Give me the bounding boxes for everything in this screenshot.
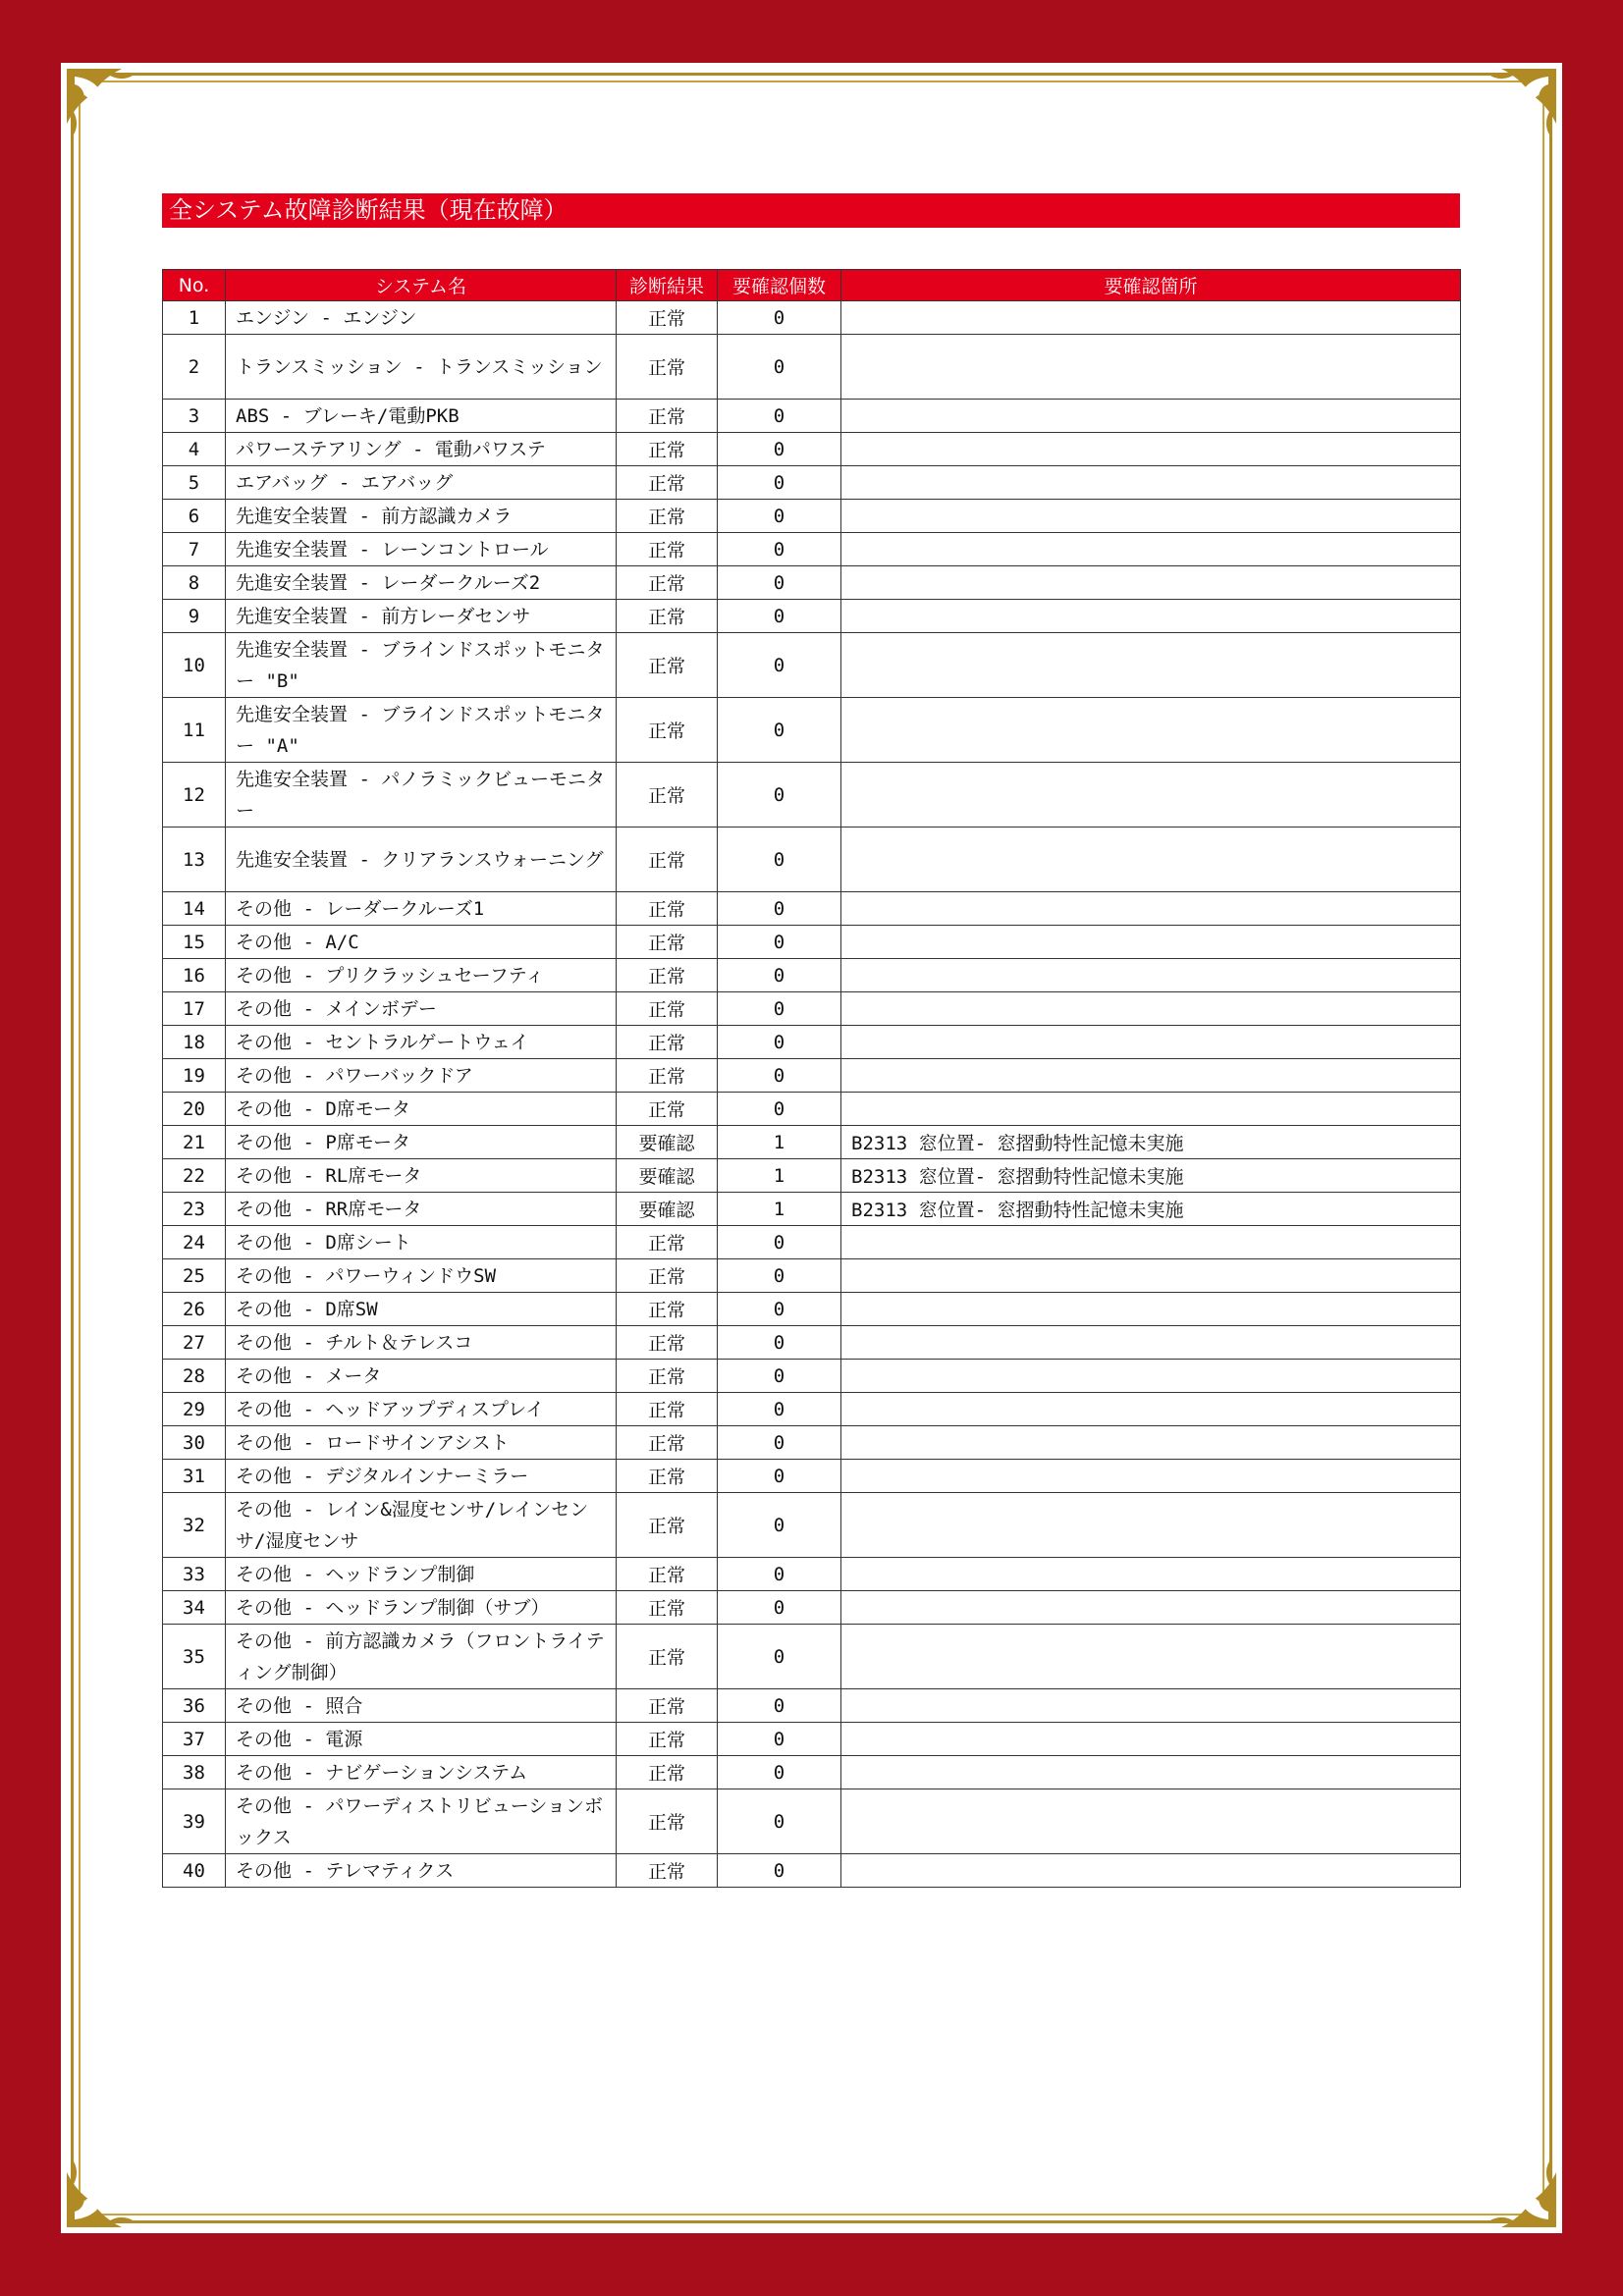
cell-result: 要確認 — [617, 1159, 718, 1193]
diagnosis-table — [162, 269, 1461, 1888]
table-row — [163, 1426, 1461, 1460]
cell-count: 0 — [718, 959, 841, 992]
cell-count: 0 — [718, 1756, 841, 1789]
cell-count: 0 — [718, 698, 841, 763]
cell-system-name: その他 - ヘッドランプ制御（サブ） — [226, 1591, 617, 1625]
cell-system-name: 先進安全装置 - クリアランスウォーニング — [226, 828, 617, 892]
cell-count: 0 — [718, 335, 841, 400]
cell-system-name: その他 - D席シート — [226, 1226, 617, 1259]
cell-location — [841, 828, 1461, 892]
cell-count: 0 — [718, 433, 841, 466]
cell-system-name: その他 - パワーウィンドウSW — [226, 1259, 617, 1293]
cell-count: 0 — [718, 1723, 841, 1756]
cell-count: 1 — [718, 1193, 841, 1226]
cell-result: 正常 — [617, 959, 718, 992]
cell-no: 18 — [163, 1026, 226, 1059]
cell-location — [841, 1460, 1461, 1493]
cell-no: 24 — [163, 1226, 226, 1259]
table-row — [163, 1326, 1461, 1360]
cell-count: 0 — [718, 1854, 841, 1888]
cell-system-name: その他 - ロードサインアシスト — [226, 1426, 617, 1460]
table-row — [163, 466, 1461, 500]
table-row — [163, 1558, 1461, 1591]
cell-no: 35 — [163, 1625, 226, 1689]
cell-location: B2313 窓位置- 窓摺動特性記憶未実施 — [841, 1126, 1461, 1159]
ornament-corner-icon — [63, 2133, 161, 2231]
cell-no: 22 — [163, 1159, 226, 1193]
cell-result: 正常 — [617, 1226, 718, 1259]
report-title: 全システム故障診断結果（現在故障） — [162, 193, 1460, 228]
cell-no: 31 — [163, 1460, 226, 1493]
cell-location — [841, 1393, 1461, 1426]
cell-count: 0 — [718, 1689, 841, 1723]
table-row — [163, 1854, 1461, 1888]
cell-count: 0 — [718, 1426, 841, 1460]
cell-count: 1 — [718, 1159, 841, 1193]
header-count: 要確認個数 — [718, 270, 841, 301]
cell-no: 37 — [163, 1723, 226, 1756]
cell-location — [841, 400, 1461, 433]
cell-system-name: その他 - プリクラッシュセーフティ — [226, 959, 617, 992]
cell-location — [841, 1226, 1461, 1259]
cell-system-name: その他 - レーダークルーズ1 — [226, 892, 617, 926]
cell-system-name: その他 - セントラルゲートウェイ — [226, 1026, 617, 1059]
cell-no: 6 — [163, 500, 226, 533]
cell-result: 正常 — [617, 1689, 718, 1723]
cell-no: 30 — [163, 1426, 226, 1460]
table-row — [163, 992, 1461, 1026]
cell-location — [841, 1293, 1461, 1326]
cell-result: 正常 — [617, 1625, 718, 1689]
cell-location — [841, 1059, 1461, 1093]
cell-system-name: その他 - レイン&湿度センサ/レインセンサ/湿度センサ — [226, 1493, 617, 1558]
cell-system-name: 先進安全装置 - 前方レーダセンサ — [226, 600, 617, 633]
ornament-corner-icon — [1462, 2133, 1560, 2231]
cell-result: 正常 — [617, 400, 718, 433]
cell-no: 3 — [163, 400, 226, 433]
cell-system-name: その他 - ヘッドランプ制御 — [226, 1558, 617, 1591]
cell-no: 33 — [163, 1558, 226, 1591]
cell-result: 正常 — [617, 698, 718, 763]
cell-system-name: 先進安全装置 - レーンコントロール — [226, 533, 617, 566]
cell-count: 0 — [718, 1591, 841, 1625]
cell-system-name: その他 - D席SW — [226, 1293, 617, 1326]
cell-system-name: その他 - ナビゲーションシステム — [226, 1756, 617, 1789]
cell-result: 正常 — [617, 633, 718, 698]
cell-result: 正常 — [617, 892, 718, 926]
cell-location — [841, 1026, 1461, 1059]
cell-count: 0 — [718, 600, 841, 633]
cell-location — [841, 892, 1461, 926]
cell-system-name: その他 - メインボデー — [226, 992, 617, 1026]
cell-location — [841, 1591, 1461, 1625]
cell-count: 1 — [718, 1126, 841, 1159]
cell-result: 正常 — [617, 1493, 718, 1558]
cell-system-name: エンジン - エンジン — [226, 301, 617, 335]
table-row — [163, 1259, 1461, 1293]
cell-system-name: その他 - メータ — [226, 1360, 617, 1393]
cell-no: 4 — [163, 433, 226, 466]
cell-result: 正常 — [617, 1293, 718, 1326]
table-row — [163, 433, 1461, 466]
cell-system-name: その他 - デジタルインナーミラー — [226, 1460, 617, 1493]
table-row — [163, 926, 1461, 959]
cell-location — [841, 698, 1461, 763]
cell-location — [841, 1689, 1461, 1723]
cell-no: 21 — [163, 1126, 226, 1159]
cell-result: 正常 — [617, 1059, 718, 1093]
table-row — [163, 959, 1461, 992]
cell-count: 0 — [718, 1093, 841, 1126]
cell-system-name: エアバッグ - エアバッグ — [226, 466, 617, 500]
cell-system-name: その他 - パワーディストリビューションボックス — [226, 1789, 617, 1854]
cell-result: 正常 — [617, 926, 718, 959]
cell-result: 正常 — [617, 600, 718, 633]
cell-no: 7 — [163, 533, 226, 566]
cell-system-name: 先進安全装置 - ブラインドスポットモニター "A" — [226, 698, 617, 763]
cell-result: 正常 — [617, 1591, 718, 1625]
cell-result: 正常 — [617, 1326, 718, 1360]
cell-result: 正常 — [617, 433, 718, 466]
cell-no: 40 — [163, 1854, 226, 1888]
cell-result: 正常 — [617, 1756, 718, 1789]
cell-no: 8 — [163, 566, 226, 600]
cell-no: 13 — [163, 828, 226, 892]
cell-count: 0 — [718, 466, 841, 500]
ornament-corner-icon — [63, 65, 161, 163]
cell-count: 0 — [718, 500, 841, 533]
table-row — [163, 698, 1461, 763]
cell-location — [841, 1093, 1461, 1126]
header-no: No. — [163, 270, 226, 301]
table-row — [163, 1059, 1461, 1093]
table-row — [163, 1026, 1461, 1059]
cell-result: 正常 — [617, 1026, 718, 1059]
table-row — [163, 1293, 1461, 1326]
cell-location — [841, 335, 1461, 400]
cell-location — [841, 633, 1461, 698]
cell-count: 0 — [718, 400, 841, 433]
cell-no: 36 — [163, 1689, 226, 1723]
cell-no: 9 — [163, 600, 226, 633]
table-row — [163, 1625, 1461, 1689]
cell-location — [841, 1326, 1461, 1360]
cell-result: 正常 — [617, 1460, 718, 1493]
table-row — [163, 1789, 1461, 1854]
cell-no: 16 — [163, 959, 226, 992]
cell-system-name: その他 - テレマティクス — [226, 1854, 617, 1888]
table-row — [163, 533, 1461, 566]
table-row — [163, 763, 1461, 828]
table-row — [163, 500, 1461, 533]
cell-no: 11 — [163, 698, 226, 763]
table-row — [163, 1393, 1461, 1426]
cell-result: 正常 — [617, 500, 718, 533]
cell-count: 0 — [718, 828, 841, 892]
cell-count: 0 — [718, 1393, 841, 1426]
cell-result: 要確認 — [617, 1126, 718, 1159]
cell-result: 正常 — [617, 1259, 718, 1293]
table-row — [163, 1159, 1461, 1193]
cell-location — [841, 1558, 1461, 1591]
table-row — [163, 600, 1461, 633]
table-row — [163, 1360, 1461, 1393]
cell-no: 19 — [163, 1059, 226, 1093]
cell-no: 12 — [163, 763, 226, 828]
table-row — [163, 1591, 1461, 1625]
cell-count: 0 — [718, 1789, 841, 1854]
table-row — [163, 301, 1461, 335]
cell-system-name: 先進安全装置 - レーダークルーズ2 — [226, 566, 617, 600]
cell-location — [841, 926, 1461, 959]
cell-no: 14 — [163, 892, 226, 926]
table-row — [163, 828, 1461, 892]
cell-result: 正常 — [617, 1558, 718, 1591]
cell-system-name: その他 - RL席モータ — [226, 1159, 617, 1193]
cell-result: 要確認 — [617, 1193, 718, 1226]
table-row — [163, 1460, 1461, 1493]
cell-location — [841, 433, 1461, 466]
cell-result: 正常 — [617, 1393, 718, 1426]
cell-no: 39 — [163, 1789, 226, 1854]
cell-count: 0 — [718, 1026, 841, 1059]
cell-system-name: その他 - チルト＆テレスコ — [226, 1326, 617, 1360]
cell-no: 25 — [163, 1259, 226, 1293]
cell-count: 0 — [718, 1326, 841, 1360]
cell-system-name: ABS - ブレーキ/電動PKB — [226, 400, 617, 433]
table-row — [163, 566, 1461, 600]
cell-no: 27 — [163, 1326, 226, 1360]
cell-result: 正常 — [617, 1093, 718, 1126]
cell-no: 23 — [163, 1193, 226, 1226]
table-header-row — [163, 270, 1461, 301]
table-row — [163, 1756, 1461, 1789]
cell-count: 0 — [718, 926, 841, 959]
cell-location — [841, 533, 1461, 566]
cell-result: 正常 — [617, 566, 718, 600]
cell-count: 0 — [718, 301, 841, 335]
cell-count: 0 — [718, 1059, 841, 1093]
cell-count: 0 — [718, 1558, 841, 1591]
cell-result: 正常 — [617, 763, 718, 828]
cell-location — [841, 1854, 1461, 1888]
cell-system-name: その他 - パワーバックドア — [226, 1059, 617, 1093]
table-row — [163, 633, 1461, 698]
table-row — [163, 1493, 1461, 1558]
cell-location — [841, 301, 1461, 335]
cell-no: 20 — [163, 1093, 226, 1126]
cell-location — [841, 1756, 1461, 1789]
header-result: 診断結果 — [617, 270, 718, 301]
cell-location: B2313 窓位置- 窓摺動特性記憶未実施 — [841, 1193, 1461, 1226]
cell-system-name: トランスミッション - トランスミッション — [226, 335, 617, 400]
cell-no: 38 — [163, 1756, 226, 1789]
cell-no: 26 — [163, 1293, 226, 1326]
cell-count: 0 — [718, 763, 841, 828]
table-row — [163, 335, 1461, 400]
cell-system-name: その他 - D席モータ — [226, 1093, 617, 1126]
cell-no: 29 — [163, 1393, 226, 1426]
cell-no: 2 — [163, 335, 226, 400]
cell-location — [841, 1789, 1461, 1854]
cell-location — [841, 1259, 1461, 1293]
cell-count: 0 — [718, 1460, 841, 1493]
cell-location — [841, 566, 1461, 600]
cell-no: 34 — [163, 1591, 226, 1625]
cell-no: 28 — [163, 1360, 226, 1393]
cell-result: 正常 — [617, 1426, 718, 1460]
cell-location — [841, 466, 1461, 500]
cell-system-name: 先進安全装置 - 前方認識カメラ — [226, 500, 617, 533]
cell-no: 1 — [163, 301, 226, 335]
cell-result: 正常 — [617, 1723, 718, 1756]
cell-location — [841, 1625, 1461, 1689]
cell-system-name: 先進安全装置 - パノラミックビューモニター — [226, 763, 617, 828]
cell-system-name: その他 - 電源 — [226, 1723, 617, 1756]
cell-location — [841, 600, 1461, 633]
cell-count: 0 — [718, 992, 841, 1026]
cell-location: B2313 窓位置- 窓摺動特性記憶未実施 — [841, 1159, 1461, 1193]
cell-count: 0 — [718, 1293, 841, 1326]
cell-count: 0 — [718, 1360, 841, 1393]
cell-system-name: その他 - ヘッドアップディスプレイ — [226, 1393, 617, 1426]
cell-result: 正常 — [617, 1789, 718, 1854]
table-row — [163, 1226, 1461, 1259]
header-system-name: システム名 — [226, 270, 617, 301]
cell-result: 正常 — [617, 533, 718, 566]
cell-system-name: その他 - A/C — [226, 926, 617, 959]
cell-count: 0 — [718, 1259, 841, 1293]
table-row — [163, 1689, 1461, 1723]
cell-location — [841, 959, 1461, 992]
cell-location — [841, 992, 1461, 1026]
cell-location — [841, 1493, 1461, 1558]
cell-system-name: その他 - P席モータ — [226, 1126, 617, 1159]
table-row — [163, 892, 1461, 926]
cell-no: 5 — [163, 466, 226, 500]
cell-count: 0 — [718, 1226, 841, 1259]
cell-location — [841, 1360, 1461, 1393]
cell-count: 0 — [718, 1625, 841, 1689]
cell-result: 正常 — [617, 1854, 718, 1888]
cell-system-name: その他 - 照合 — [226, 1689, 617, 1723]
cell-result: 正常 — [617, 466, 718, 500]
cell-no: 17 — [163, 992, 226, 1026]
ornament-corner-icon — [1462, 65, 1560, 163]
cell-location — [841, 1426, 1461, 1460]
cell-result: 正常 — [617, 828, 718, 892]
table-row — [163, 400, 1461, 433]
table-row — [163, 1126, 1461, 1159]
cell-system-name: その他 - 前方認識カメラ（フロントライティング制御） — [226, 1625, 617, 1689]
cell-count: 0 — [718, 633, 841, 698]
cell-count: 0 — [718, 892, 841, 926]
cell-result: 正常 — [617, 335, 718, 400]
header-location: 要確認箇所 — [841, 270, 1461, 301]
cell-location — [841, 500, 1461, 533]
cell-no: 32 — [163, 1493, 226, 1558]
table-row — [163, 1723, 1461, 1756]
cell-system-name: パワーステアリング - 電動パワステ — [226, 433, 617, 466]
cell-count: 0 — [718, 1493, 841, 1558]
cell-result: 正常 — [617, 992, 718, 1026]
table-row — [163, 1193, 1461, 1226]
cell-system-name: その他 - RR席モータ — [226, 1193, 617, 1226]
cell-result: 正常 — [617, 301, 718, 335]
cell-location — [841, 763, 1461, 828]
cell-no: 15 — [163, 926, 226, 959]
table-row — [163, 1093, 1461, 1126]
cell-result: 正常 — [617, 1360, 718, 1393]
cell-location — [841, 1723, 1461, 1756]
cell-count: 0 — [718, 566, 841, 600]
cell-system-name: 先進安全装置 - ブラインドスポットモニター "B" — [226, 633, 617, 698]
cell-no: 10 — [163, 633, 226, 698]
cell-count: 0 — [718, 533, 841, 566]
